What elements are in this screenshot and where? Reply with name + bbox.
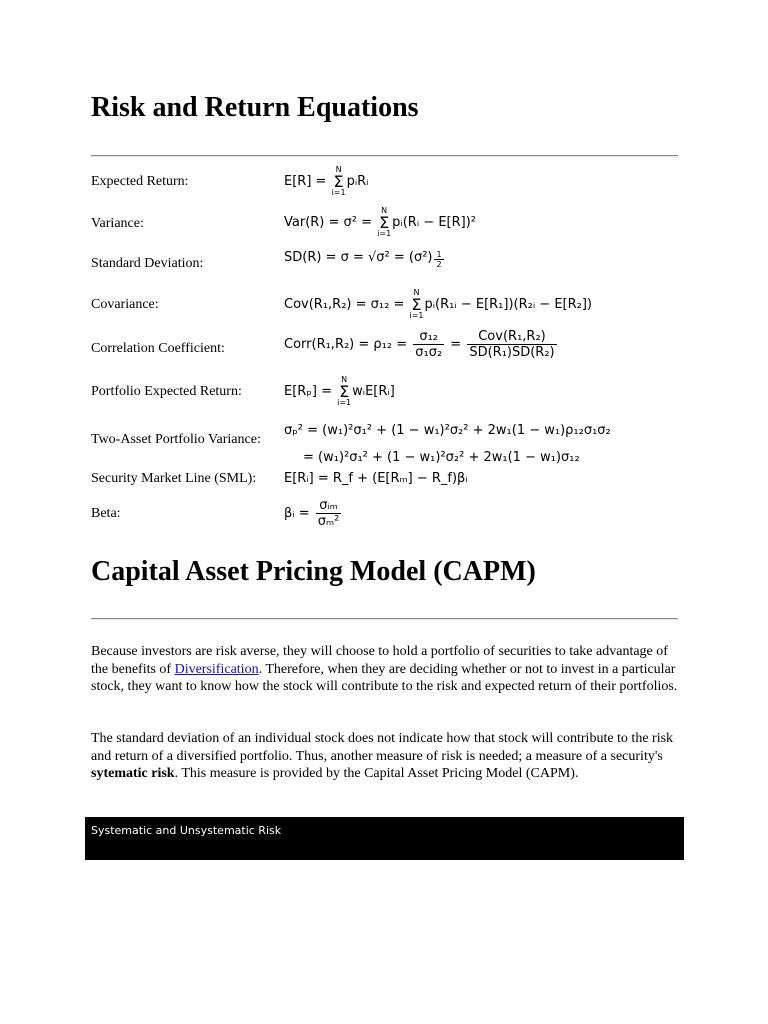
equation-formula [284, 329, 559, 360]
formula-lhs: E[Rₚ] = [284, 384, 337, 399]
exponent-numerator: 1 [436, 250, 442, 259]
exponent-fraction [434, 250, 443, 269]
formula-lhs: Corr(R₁,R₂) = ρ₁₂ = [284, 337, 412, 352]
formula-text: SD(R) = σ = √σ² = (σ²) [284, 250, 433, 265]
equation-label: Two-Asset Portfolio Variance: [91, 432, 261, 447]
formula-rhs: pᵢRᵢ [346, 174, 369, 189]
fraction-cov [467, 329, 556, 360]
heading-risk-return: Risk and Return Equations [91, 92, 419, 123]
bold-term: sytematic risk [91, 766, 175, 781]
formula-lhs: E[R] = [284, 174, 331, 189]
formula-rhs: pᵢ(R₁ᵢ − E[R₁])(R₂ᵢ − E[R₂]) [424, 297, 592, 312]
video-title: Systematic and Unsystematic Risk [91, 824, 282, 837]
equation-label: Security Market Line (SML): [91, 471, 257, 486]
formula-lhs: Cov(R₁,R₂) = σ₁₂ = [284, 297, 409, 312]
fraction-denominator: σ₁σ₂ [415, 345, 443, 360]
summation-symbol: N Σ i=1 [331, 165, 346, 197]
formula-rhs: pᵢ(Rᵢ − E[R])² [392, 215, 476, 230]
equation-formula-line2: = (w₁)²σ₁² + (1 − w₁)²σ₂² + 2w₁(1 − w₁)σ₁₂ [303, 450, 580, 465]
equation-label: Expected Return: [91, 174, 189, 189]
summation-symbol: N Σ i=1 [337, 375, 352, 407]
equation-label: Standard Deviation: [91, 256, 204, 271]
sum-lower-limit: i=1 [337, 398, 352, 407]
paragraph-systematic-risk: The standard deviation of an individual stock does not indicate how that stock will contribute to the risk and return of a diversified portfolio. Thus, another measure of risk is needed; a measure of a security's sytematic risk. This measure is provided by the Capital Asset Pricing Model (CAPM). [91, 731, 674, 781]
formula-rhs: wᵢE[Rᵢ] [352, 384, 395, 399]
sum-upper-limit: N [381, 206, 388, 215]
formula-lhs: Var(R) = σ² = [284, 215, 377, 230]
equation-formula [284, 166, 369, 197]
fraction-denominator: σₘ² [317, 514, 340, 529]
fraction-denominator: SD(R₁)SD(R₂) [469, 345, 555, 360]
divider [91, 155, 678, 157]
equation-formula [284, 376, 395, 407]
equation-formula: E[Rᵢ] = R_f + (E[Rₘ] − R_f)βᵢ [284, 471, 468, 486]
fraction-numerator: σ₁₂ [413, 329, 444, 345]
summation-symbol: N Σ i=1 [409, 288, 424, 320]
video-embed-bar[interactable] [85, 817, 684, 860]
equation-label: Beta: [91, 506, 121, 521]
equation-label: Variance: [91, 216, 144, 231]
equation-label: Correlation Coefficient: [91, 341, 225, 356]
sum-lower-limit: i=1 [331, 188, 346, 197]
equation-formula [284, 498, 343, 529]
equation-label: Covariance: [91, 297, 159, 312]
fraction-sigma [413, 329, 444, 360]
summation-symbol: N Σ i=1 [377, 206, 392, 238]
fraction-numerator: σᵢₘ [316, 498, 342, 514]
fraction-beta [316, 498, 342, 529]
sum-lower-limit: i=1 [409, 311, 424, 320]
equation-formula [284, 207, 476, 238]
equation-formula-line1: σₚ² = (w₁)²σ₁² + (1 − w₁)²σ₂² + 2w₁(1 − w₁)ρ₁₂σ₁σ₂ [284, 423, 611, 438]
sum-lower-limit: i=1 [377, 229, 392, 238]
sum-upper-limit: N [413, 288, 420, 297]
fraction-numerator: Cov(R₁,R₂) [467, 329, 556, 345]
equation-label: Portfolio Expected Return: [91, 384, 242, 399]
heading-capm: Capital Asset Pricing Model (CAPM) [91, 556, 536, 587]
equation-formula [284, 289, 592, 320]
divider [91, 618, 678, 620]
sum-upper-limit: N [335, 165, 342, 174]
paragraph-diversification: Because investors are risk averse, they will choose to hold a portfolio of securities to take advantage of the benefits of Diversification. Therefore, when they are deciding whether or not to invest in a particular stock, they want to know how the stock will contribute to the risk and expected return of their portfolios. [91, 644, 678, 694]
equation-formula [284, 250, 446, 269]
sum-upper-limit: N [341, 375, 348, 384]
equals-sign: = [446, 337, 466, 352]
exponent-denominator: 2 [436, 260, 442, 269]
diversification-link[interactable]: Diversification [174, 661, 259, 677]
formula-lhs: βᵢ = [284, 506, 314, 521]
